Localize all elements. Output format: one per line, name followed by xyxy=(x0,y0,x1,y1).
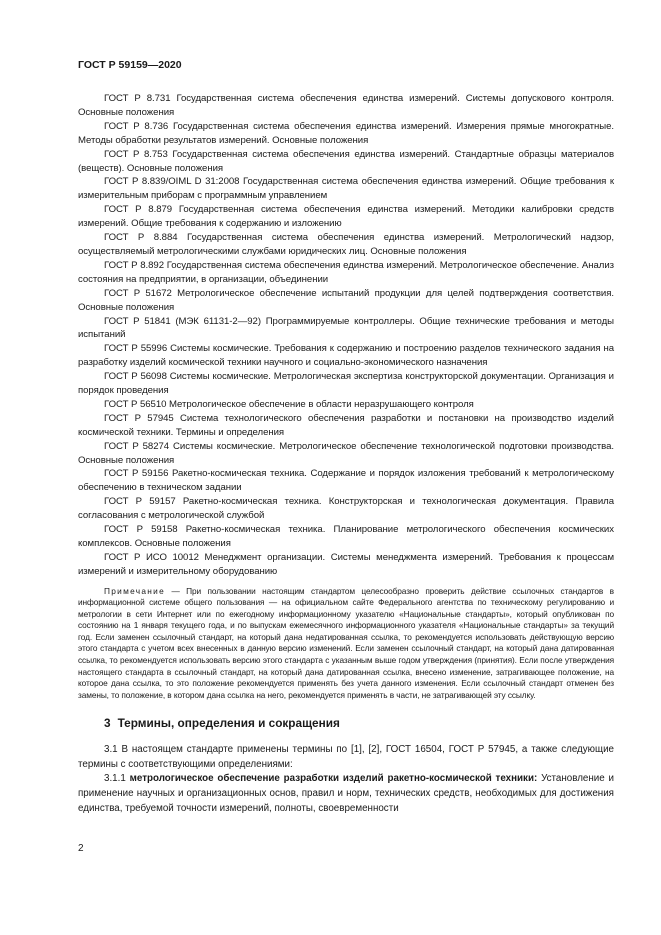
section-heading xyxy=(78,716,614,730)
reference-item: ГОСТ Р 59156 Ракетно-космическая техника. Содержание и порядок изложения требований к метрологическому обеспечению в техническом задании xyxy=(78,468,614,494)
reference-item: ГОСТ Р 8.839/OIML D 31:2008 Государственная система обеспечения единства измерений. Общие требования к измерительным приборам с программным управлением xyxy=(78,176,614,202)
reference-item: ГОСТ Р 59158 Ракетно-космическая техника. Планирование метрологического обеспечения космических комплексов. Основные положения xyxy=(78,524,614,549)
reference-item: ГОСТ Р 8.879 Государственная система обеспечения единства измерений. Методики калибровки средств измерений. Общие требования к содержанию и изложению xyxy=(78,204,614,230)
reference-item: ГОСТ Р 56510 Метрологическое обеспечение в области неразрушающего контроля xyxy=(104,398,474,410)
reference-item: ГОСТ Р ИСО 10012 Менеджмент организации. Системы менеджмента измерений. Требования к процессам измерений и измерительному оборудованию xyxy=(78,551,614,577)
section-title: Термины, определения и сокращения xyxy=(117,716,340,731)
defined-term: метрологическое обеспечение разработки изделий ракетно-космической техники: xyxy=(129,773,538,785)
definition-text: Установление и применение научных и организационных основ, правил и норм, технических средств, необходимых для достижения единства, требуемой точности измерений, полноты, своевременности xyxy=(78,773,615,814)
note-text: — При пользовании настоящим стандартом целесообразно проверить действие ссылочных стандартов в информационной системе общего пользования — на официальном сайте Федерального агентства по техническому регулированию и метрологии в сети Интернет или по ежегодному информационному указателю «Национальные стандарты», который опубликован по состоянию на 1 января текущего года, и по выпускам ежемесячного информационного указателя «Национальные стандарты» за текущий год. Если заменен ссылочный стандарт, на который дана недатированная ссылка, то рекомендуется использовать действующую версию этого стандарта с учетом всех внесенных в данную версию изменений. Если заменен ссылочный стандарт, на который дана датированная ссылка, то рекомендуется использовать версию этого стандарта с указанным выше годом утверждения (принятия). Если после утверждения настоящего стандарта в ссылочный стандарт, на который дана датированная ссылка, внесено изменение, затрагивающее положение, на которое дана ссылка, то это положение рекомендуется применять без учета данного изменения. Если ссылочный стандарт отменен без замены, то положение, в котором дана ссылка на него, рекомендуется применять в части, не затрагивающей эту ссылку. xyxy=(78,585,614,700)
reference-item: ГОСТ Р 8.892 Государственная система обеспечения единства измерений. Метрологическое обеспечение. Анализ состояния на предприятии, в организации, объединении xyxy=(78,259,614,285)
page-number: 2 xyxy=(78,843,84,854)
section-number: 3 xyxy=(104,716,111,731)
reference-item: ГОСТ Р 51841 (МЭК 61131-2—92) Программируемые контроллеры. Общие технические требования и методы испытаний xyxy=(78,315,614,341)
reference-item: ГОСТ Р 51672 Метрологическое обеспечение испытаний продукции для целей подтверждения соответствия. Основные положения xyxy=(78,287,614,313)
clause-number: 3.1.1 xyxy=(104,773,130,785)
note-label: Примечание xyxy=(104,585,166,596)
reference-item: ГОСТ Р 56098 Системы космические. Метрологическая экспертиза конструкторской документации. Организация и порядок проведения xyxy=(78,371,614,397)
page-content xyxy=(78,92,614,816)
reference-item: ГОСТ Р 8.731 Государственная система обеспечения единства измерений. Системы допускового контроля. Основные положения xyxy=(78,93,614,118)
reference-item: ГОСТ Р 57945 Система технологического обеспечения разработки и постановки на производство изделий космической техники. Термины и определения xyxy=(78,412,614,438)
reference-list xyxy=(78,92,614,579)
document-header: ГОСТ Р 59159—2020 xyxy=(78,59,182,71)
note xyxy=(78,586,614,701)
reference-item: ГОСТ Р 55996 Системы космические. Требования к содержанию и построению разделов технического задания на разработку изделий космической техники научного и социально-экономического назначения xyxy=(78,343,614,369)
reference-item: ГОСТ Р 59157 Ракетно-космическая техника. Конструкторская и технологическая документация. Правила согласования с метрологической службой xyxy=(78,496,614,522)
reference-item: ГОСТ Р 8.753 Государственная система обеспечения единства измерений. Стандартные образцы материалов (веществ). Основные положения xyxy=(78,148,614,174)
paragraph-3-1-1 xyxy=(78,772,614,816)
reference-item: ГОСТ Р 58274 Системы космические. Метрологическое обеспечение технологической подготовки производства. Основные положения xyxy=(78,440,614,466)
reference-item: ГОСТ Р 8.736 Государственная система обеспечения единства измерений. Измерения прямые многократные. Методы обработки результатов измерений. Основные положения xyxy=(78,120,614,146)
paragraph-3-1: 3.1 В настоящем стандарте применены термины по [1], [2], ГОСТ 16504, ГОСТ Р 57945, а также следующие термины с соответствующими определениями: xyxy=(78,744,614,770)
reference-item: ГОСТ Р 8.884 Государственная система обеспечения единства измерений. Метрологический надзор, осуществляемый метрологическими службами юридических лиц. Основные положения xyxy=(78,232,614,257)
